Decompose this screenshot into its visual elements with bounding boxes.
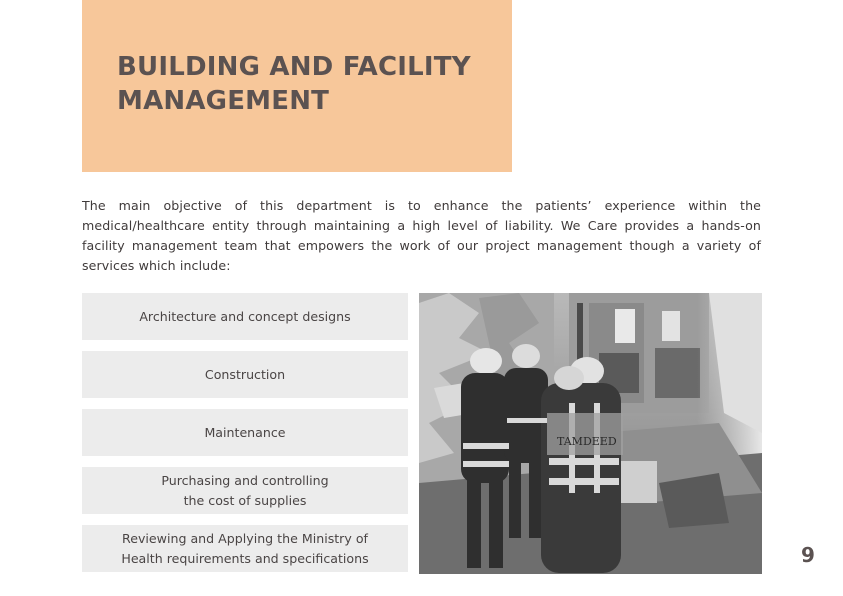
service-item-purchasing: Purchasing and controlling the cost of supplies (82, 467, 408, 514)
service-item-construction: Construction (82, 351, 408, 398)
intro-paragraph: The main objective of this department is to enhance the patients’ experience within the medical/healthcare entity through maintaining a high level of liability. We Care provides a hands-on facility management team that empowers the work of our project management though a variety of services which include: (82, 198, 761, 273)
services-list (82, 293, 408, 583)
service-item-architecture: Architecture and concept designs (82, 293, 408, 340)
vest-print-text: TAMDEED (557, 435, 617, 448)
service-item-ministry-requirements: Reviewing and Applying the Ministry of Health requirements and specifications (82, 525, 408, 572)
page-number: 9 (801, 543, 815, 567)
site-photo (419, 293, 762, 574)
page-title: BUILDING AND FACILITY MANAGEMENT (117, 52, 471, 116)
construction-site-image (419, 293, 762, 574)
service-item-maintenance: Maintenance (82, 409, 408, 456)
